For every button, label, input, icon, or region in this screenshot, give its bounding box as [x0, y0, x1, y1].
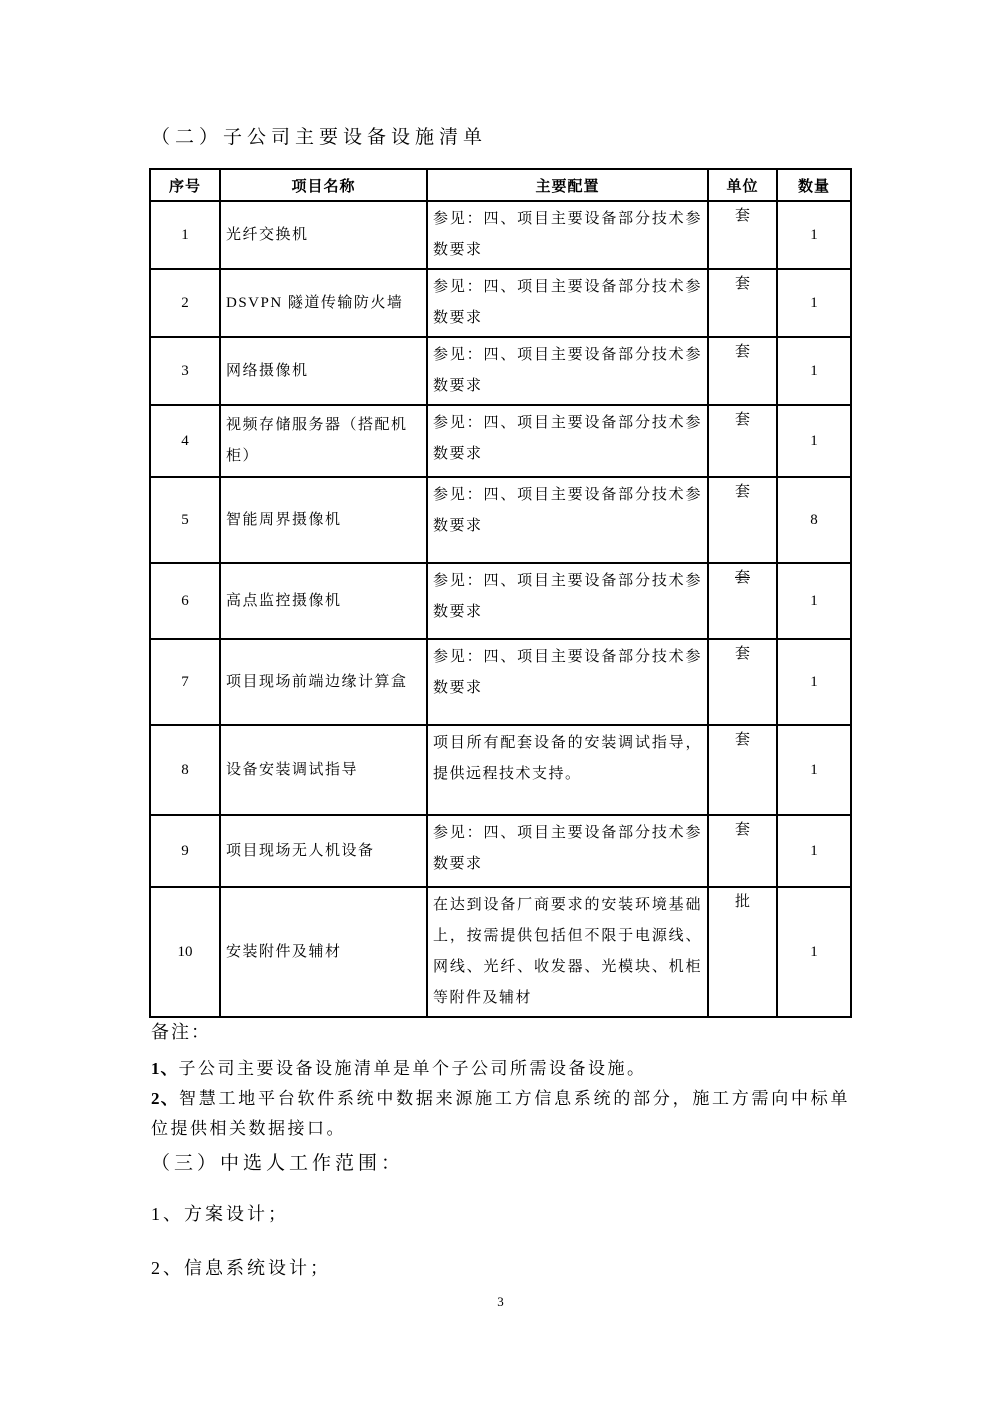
cell-item-name: 高点监控摄像机 — [220, 563, 427, 639]
table-row — [150, 269, 851, 337]
cell-serial-number: 3 — [150, 337, 220, 405]
table-row — [150, 337, 851, 405]
cell-main-configuration: 参见：四、项目主要设备部分技术参数要求 — [427, 201, 708, 269]
cell-item-name: 视频存储服务器（搭配机柜） — [220, 405, 427, 477]
cell-quantity: 1 — [777, 887, 851, 1017]
table-row — [150, 201, 851, 269]
cell-item-name: 设备安装调试指导 — [220, 725, 427, 815]
remark-2-text: 智慧工地平台软件系统中数据来源施工方信息系统的部分，施工方需向中标单位提供相关数据接口。 — [151, 1089, 851, 1138]
col-header-config: 主要配置 — [427, 169, 708, 201]
cell-serial-number: 10 — [150, 887, 220, 1017]
equipment-table — [149, 168, 852, 1018]
section-2-title: （二）子公司主要设备设施清单 — [151, 127, 488, 148]
cell-unit: 套 — [708, 725, 777, 815]
remark-2-number: 2、 — [151, 1089, 179, 1108]
equipment-table-body — [150, 201, 851, 1017]
cell-item-name: DSVPN 隧道传输防火墙 — [220, 269, 427, 337]
cell-quantity: 1 — [777, 563, 851, 639]
cell-quantity: 1 — [777, 639, 851, 725]
cell-unit — [708, 563, 777, 639]
cell-quantity: 1 — [777, 815, 851, 887]
cell-serial-number: 7 — [150, 639, 220, 725]
cell-main-configuration: 参见：四、项目主要设备部分技术参数要求 — [427, 405, 708, 477]
cell-item-name: 安装附件及辅材 — [220, 887, 427, 1017]
cell-quantity: 1 — [777, 725, 851, 815]
cell-serial-number: 8 — [150, 725, 220, 815]
section-3-item-1: 1、方案设计； — [151, 1204, 289, 1224]
col-header-name: 项目名称 — [220, 169, 427, 201]
cell-item-name: 智能周界摄像机 — [220, 477, 427, 563]
section-3-item-2: 2、信息系统设计； — [151, 1258, 331, 1278]
remark-item-1 — [151, 1054, 850, 1084]
cell-unit: 套 — [708, 639, 777, 725]
cell-main-configuration: 参见：四、项目主要设备部分技术参数要求 — [427, 815, 708, 887]
table-row — [150, 477, 851, 563]
cell-quantity: 1 — [777, 405, 851, 477]
cell-unit: 套 — [708, 405, 777, 477]
cell-main-configuration: 参见：四、项目主要设备部分技术参数要求 — [427, 337, 708, 405]
section-3-title: （三）中选人工作范围： — [151, 1153, 405, 1174]
cell-serial-number: 6 — [150, 563, 220, 639]
cell-serial-number: 4 — [150, 405, 220, 477]
remark-1-text: 子公司主要设备设施清单是单个子公司所需设备设施。 — [178, 1059, 647, 1078]
cell-quantity: 1 — [777, 201, 851, 269]
col-header-no: 序号 — [150, 169, 220, 201]
cell-main-configuration: 参见：四、项目主要设备部分技术参数要求 — [427, 269, 708, 337]
cell-main-configuration: 参见：四、项目主要设备部分技术参数要求 — [427, 639, 708, 725]
cell-quantity: 8 — [777, 477, 851, 563]
cell-serial-number: 5 — [150, 477, 220, 563]
remark-1-number: 1、 — [151, 1059, 179, 1078]
cell-main-configuration: 项目所有配套设备的安装调试指导，提供远程技术支持。 — [427, 725, 708, 815]
cell-unit: 套 — [708, 201, 777, 269]
cell-serial-number: 1 — [150, 201, 220, 269]
cell-quantity: 1 — [777, 269, 851, 337]
table-row — [150, 563, 851, 639]
cell-item-name: 网络摄像机 — [220, 337, 427, 405]
cell-serial-number: 2 — [150, 269, 220, 337]
col-header-qty: 数量 — [777, 169, 851, 201]
struck-unit-text: 套 — [734, 570, 750, 586]
table-row — [150, 887, 851, 1017]
cell-unit: 套 — [708, 269, 777, 337]
table-row — [150, 639, 851, 725]
cell-serial-number: 9 — [150, 815, 220, 887]
cell-unit: 套 — [708, 815, 777, 887]
table-row — [150, 815, 851, 887]
page-number: 3 — [497, 1294, 504, 1309]
cell-main-configuration: 在达到设备厂商要求的安装环境基础上，按需提供包括但不限于电源线、网线、光纤、收发器、光模块、机柜等附件及辅材 — [427, 887, 708, 1017]
cell-main-configuration: 参见：四、项目主要设备部分技术参数要求 — [427, 477, 708, 563]
remark-item-2 — [151, 1084, 850, 1144]
table-row — [150, 405, 851, 477]
cell-main-configuration: 参见：四、项目主要设备部分技术参数要求 — [427, 563, 708, 639]
cell-item-name: 项目现场无人机设备 — [220, 815, 427, 887]
cell-unit: 套 — [708, 337, 777, 405]
table-row — [150, 725, 851, 815]
cell-unit: 批 — [708, 887, 777, 1017]
table-header-row — [150, 169, 851, 201]
col-header-unit: 单位 — [708, 169, 777, 201]
remarks-label: 备注： — [151, 1022, 211, 1042]
cell-item-name: 光纤交换机 — [220, 201, 427, 269]
cell-quantity: 1 — [777, 337, 851, 405]
cell-item-name: 项目现场前端边缘计算盒 — [220, 639, 427, 725]
cell-unit: 套 — [708, 477, 777, 563]
